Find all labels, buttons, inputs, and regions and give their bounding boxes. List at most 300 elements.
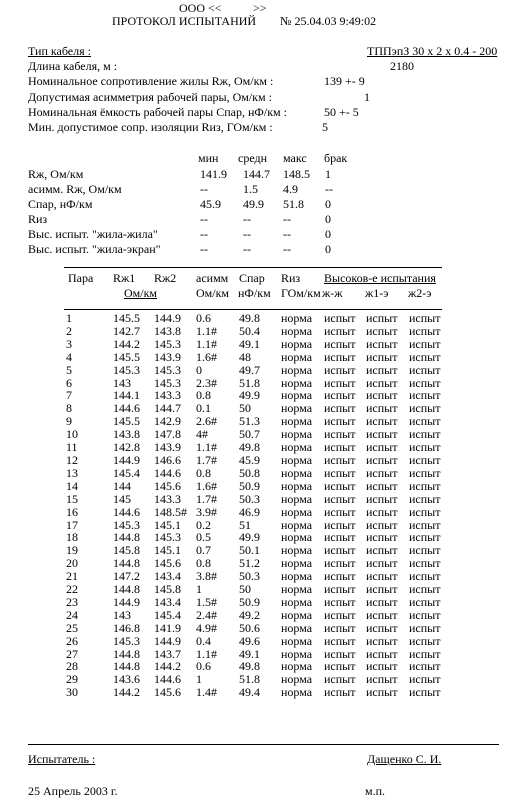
summary-cell: -- [200,212,208,226]
asymmetry-value: 0.5 [196,530,211,545]
cable-type-label: Тип кабеля : [28,44,91,58]
hv-wire2-screen: испыт [409,582,441,597]
insulation-value: норма [281,427,313,442]
asymmetry-value: 0 [196,362,202,377]
hv-wire2-screen: испыт [409,452,441,467]
col-header-r1: Rж1 [113,271,136,285]
hv-wire2-screen: испыт [409,504,441,519]
capacitance-value: 50.1 [239,543,260,558]
pair-number: 30 [66,685,78,700]
hv-wire2-screen: испыт [409,659,441,674]
pair-number: 2 [66,323,72,338]
r2-value: 145.3 [154,362,181,377]
hv-wire-wire: испыт [324,543,356,558]
r2-value: 144.6 [154,465,181,480]
summary-cell: 0 [325,212,331,226]
r1-value: 145 [113,491,131,506]
pair-number: 7 [66,388,72,403]
asymmetry-value: 1.6# [196,349,217,364]
tester-name: Дащенко С. И. [367,752,442,766]
hv-wire1-screen: испыт [366,323,398,338]
hv-wire2-screen: испыт [409,311,441,325]
r2-value: 145.3 [154,336,181,351]
capacitance-value: 50.8 [239,465,260,480]
hv-wire2-screen: испыт [409,517,441,532]
r1-value: 145.5 [113,414,140,429]
r2-value: 145.6 [154,556,181,571]
hv-wire-wire: испыт [324,491,356,506]
insulation-value: норма [281,336,313,351]
hv-wire1-screen: испыт [366,556,398,571]
organization-suffix: >> [253,1,267,15]
pair-number: 19 [66,543,78,558]
hv-wire1-screen: испыт [366,504,398,519]
capacitance-value: 48 [239,349,251,364]
hv-wire-wire: испыт [324,440,356,455]
asymmetry-value: 0.7 [196,543,211,558]
insulation-value: норма [281,685,313,700]
r2-value: 147.8 [154,427,181,442]
hv-wire-wire: испыт [324,607,356,622]
table-row [66,506,449,519]
hv-wire1-screen: испыт [366,465,398,480]
capacitance-value: 50.7 [239,427,260,442]
table-row [66,622,449,635]
asymmetry-value: 0.2 [196,517,211,532]
capacitance-value: 50.3 [239,569,260,584]
capacitance-value: 51.3 [239,414,260,429]
pair-number: 17 [66,517,78,532]
r1-value: 144.6 [113,504,140,519]
cable-type-value: ТППэпЗ 30 x 2 x 0.4 - 200 [367,44,498,58]
pair-number: 20 [66,556,78,571]
hv-wire1-screen: испыт [366,530,398,545]
hv-wire1-screen: испыт [366,594,398,609]
summary-row-label: Rиз [28,212,48,226]
hv-wire1-screen: испыт [366,311,398,325]
pairs-table [66,312,449,699]
hv-wire2-screen: испыт [409,465,441,480]
asymmetry-value: 3.9# [196,504,217,519]
col-header-hv-test: Высоков-е испытания [324,271,436,285]
summary-row-label: Спар, нФ/км [28,197,93,211]
insulation-value: норма [281,362,313,377]
hv-wire-wire: испыт [324,685,356,700]
nominal-capacitance-label: Номинальная ёмкость рабочей пары Спар, нФ/км : [28,105,287,119]
pair-number: 6 [66,375,72,390]
asymmetry-value: 3.8# [196,569,217,584]
insulation-value: норма [281,375,313,390]
hv-wire1-screen: испыт [366,646,398,661]
hv-wire2-screen: испыт [409,620,441,635]
r1-value: 145.8 [113,543,140,558]
cable-length-label: Длина кабеля, м : [28,59,118,73]
r1-value: 142.7 [113,323,140,338]
nominal-resistance-value: 139 +- 9 [324,74,365,88]
hv-wire-wire: испыт [324,659,356,674]
insulation-value: норма [281,491,313,506]
r1-value: 143 [113,607,131,622]
asymmetry-label: Допустимая асимметрия рабочей пары, Ом/км : [28,90,272,104]
nominal-capacitance-value: 50 +- 5 [324,105,359,119]
pair-number: 1 [66,311,72,325]
r2-value: 143.8 [154,323,181,338]
table-row [66,325,449,338]
summary-cell: -- [200,242,208,256]
insulation-value: норма [281,607,313,622]
pair-number: 8 [66,401,72,416]
col-subheader-r: Ом/км [124,286,158,300]
insulation-value: норма [281,582,313,597]
cable-length-value: 2180 [390,59,414,73]
insulation-value: норма [281,556,313,571]
r1-value: 144.8 [113,530,140,545]
table-row [66,454,449,467]
r1-value: 143.6 [113,672,140,687]
table-row [66,609,449,622]
r1-value: 143 [113,375,131,390]
pair-number: 4 [66,349,72,364]
r2-value: 143.3 [154,491,181,506]
nominal-resistance-label: Номинальное сопротивление жилы Rж, Ом/км : [28,74,274,88]
asymmetry-value: 0.4 [196,633,211,648]
table-header-rule [64,309,442,310]
insulation-value: норма [281,323,313,338]
r1-value: 145.3 [113,633,140,648]
asymmetry-value: 1 [196,582,202,597]
hv-wire-wire: испыт [324,388,356,403]
capacitance-value: 49.4 [239,685,260,700]
table-row [66,596,449,609]
col-subheader-z1e: ж1-э [365,286,389,300]
hv-wire2-screen: испыт [409,569,441,584]
asymmetry-value: 1.7# [196,452,217,467]
pair-number: 5 [66,362,72,377]
asymmetry-value: 0.8 [196,465,211,480]
insulation-value: норма [281,478,313,493]
hv-wire2-screen: испыт [409,427,441,442]
capacitance-value: 51.2 [239,556,260,571]
hv-wire2-screen: испыт [409,414,441,429]
hv-wire2-screen: испыт [409,491,441,506]
summary-header-min: мин [198,151,219,165]
col-subheader-zz: ж-ж [322,286,343,300]
r2-value: 145.3 [154,530,181,545]
summary-cell: -- [200,227,208,241]
hv-wire-wire: испыт [324,427,356,442]
hv-wire-wire: испыт [324,594,356,609]
hv-wire2-screen: испыт [409,440,441,455]
insulation-value: норма [281,594,313,609]
insulation-value: норма [281,440,313,455]
capacitance-value: 51.8 [239,375,260,390]
pair-number: 18 [66,530,78,545]
asymmetry-value: 1.1# [196,646,217,661]
hv-wire2-screen: испыт [409,362,441,377]
hv-wire1-screen: испыт [366,414,398,429]
insulation-value: норма [281,646,313,661]
insulation-value: норма [281,517,313,532]
summary-cell: -- [243,227,251,241]
table-top-rule [64,267,442,268]
min-insulation-label: Мин. допустимое сопр. изоляции Rиз, ГОм/км : [28,120,273,134]
summary-cell: 148.5 [283,167,310,181]
summary-header-reject: брак [324,151,348,165]
table-row [66,467,449,480]
hv-wire2-screen: испыт [409,375,441,390]
hv-wire1-screen: испыт [366,543,398,558]
hv-wire1-screen: испыт [366,427,398,442]
asymmetry-value: 4# [196,427,208,442]
asymmetry-value: 1 [196,672,202,687]
asymmetry-value: 0.6 [196,311,211,325]
r2-value: 144.9 [154,311,181,325]
insulation-value: норма [281,633,313,648]
r1-value: 144.9 [113,452,140,467]
asymmetry-value: 0.1 [196,401,211,416]
summary-cell: 0 [325,227,331,241]
r2-value: 143.4 [154,594,181,609]
insulation-value: норма [281,530,313,545]
r1-value: 145.5 [113,311,140,325]
r1-value: 145.5 [113,349,140,364]
summary-cell: -- [243,212,251,226]
pair-number: 3 [66,336,72,351]
hv-wire-wire: испыт [324,375,356,390]
r2-value: 145.4 [154,607,181,622]
col-header-asym: асимм [196,271,229,285]
summary-header-max: макс [283,151,307,165]
asymmetry-value: 1.5# [196,594,217,609]
r1-value: 144.9 [113,594,140,609]
r2-value: 146.6 [154,452,181,467]
r1-value: 145.3 [113,517,140,532]
hv-wire1-screen: испыт [366,388,398,403]
capacitance-value: 50.6 [239,620,260,635]
hv-wire1-screen: испыт [366,349,398,364]
pair-number: 11 [66,440,78,455]
capacitance-value: 49.1 [239,646,260,661]
capacitance-value: 49.9 [239,530,260,545]
capacitance-value: 49.8 [239,311,260,325]
capacitance-value: 49.9 [239,388,260,403]
pair-number: 21 [66,569,78,584]
hv-wire-wire: испыт [324,569,356,584]
table-row [66,635,449,648]
insulation-value: норма [281,349,313,364]
organization-prefix: ООО << [179,1,222,15]
capacitance-value: 50.3 [239,491,260,506]
hv-wire-wire: испыт [324,362,356,377]
hv-wire1-screen: испыт [366,452,398,467]
asymmetry-value: 0.6 [196,659,211,674]
summary-cell: 49.9 [243,197,264,211]
capacitance-value: 50.9 [239,478,260,493]
summary-cell: 0 [325,197,331,211]
hv-wire-wire: испыт [324,478,356,493]
hv-wire2-screen: испыт [409,646,441,661]
asymmetry-value: 2.6# [196,414,217,429]
r2-value: 143.3 [154,388,181,403]
protocol-number: № 25.04.03 9:49:02 [280,14,377,28]
hv-wire1-screen: испыт [366,401,398,416]
pair-number: 16 [66,504,78,519]
capacitance-value: 51 [239,517,251,532]
summary-cell: -- [200,182,208,196]
summary-cell: -- [283,227,291,241]
r1-value: 144.8 [113,582,140,597]
document-title: ПРОТОКОЛ ИСПЫТАНИЙ [112,14,257,28]
insulation-value: норма [281,452,313,467]
hv-wire-wire: испыт [324,672,356,687]
min-insulation-value: 5 [322,120,328,134]
r1-value: 146.8 [113,620,140,635]
insulation-value: норма [281,388,313,403]
pair-number: 24 [66,607,78,622]
summary-cell: 1.5 [243,182,258,196]
r1-value: 144.6 [113,401,140,416]
r2-value: 143.7 [154,646,181,661]
summary-cell: 4.9 [283,182,298,196]
summary-cell: 1 [325,167,331,181]
pair-number: 29 [66,672,78,687]
hv-wire2-screen: испыт [409,633,441,648]
hv-wire1-screen: испыт [366,672,398,687]
hv-wire2-screen: испыт [409,607,441,622]
summary-row-label: Rж, Ом/км [28,167,84,181]
pair-number: 13 [66,465,78,480]
pair-number: 26 [66,633,78,648]
pair-number: 12 [66,452,78,467]
r2-value: 148.5# [154,504,187,519]
r2-value: 144.6 [154,672,181,687]
hv-wire2-screen: испыт [409,401,441,416]
hv-wire1-screen: испыт [366,375,398,390]
pair-number: 9 [66,414,72,429]
r2-value: 145.6 [154,685,181,700]
asymmetry-value: 0.8 [196,556,211,571]
protocol-date: 25 Апрель 2003 г. [28,784,118,798]
asymmetry-value: 1.6# [196,478,217,493]
pair-number: 15 [66,491,78,506]
table-row [66,583,449,596]
r2-value: 142.9 [154,414,181,429]
hv-wire1-screen: испыт [366,607,398,622]
asymmetry-value: 2.4# [196,607,217,622]
hv-wire-wire: испыт [324,311,356,325]
hv-wire1-screen: испыт [366,362,398,377]
summary-row-label: Выс. испыт. "жила-экран" [28,242,161,256]
hv-wire2-screen: испыт [409,323,441,338]
hv-wire-wire: испыт [324,465,356,480]
hv-wire-wire: испыт [324,530,356,545]
hv-wire-wire: испыт [324,633,356,648]
r2-value: 145.8 [154,582,181,597]
asymmetry-value: 1.7# [196,491,217,506]
asymmetry-value: 4.9# [196,620,217,635]
r2-value: 141.9 [154,620,181,635]
r2-value: 145.6 [154,478,181,493]
insulation-value: норма [281,672,313,687]
asymmetry-value: 1.1# [196,336,217,351]
hv-wire1-screen: испыт [366,582,398,597]
table-row [66,338,449,351]
capacitance-value: 50.4 [239,323,260,338]
insulation-value: норма [281,465,313,480]
pair-number: 27 [66,646,78,661]
pair-number: 14 [66,478,78,493]
hv-wire2-screen: испыт [409,543,441,558]
capacitance-value: 49.2 [239,607,260,622]
hv-wire1-screen: испыт [366,440,398,455]
insulation-value: норма [281,504,313,519]
r1-value: 145.3 [113,362,140,377]
r2-value: 143.9 [154,349,181,364]
col-subheader-asym: Ом/км [196,286,230,300]
insulation-value: норма [281,659,313,674]
capacitance-value: 50 [239,401,251,416]
hv-wire-wire: испыт [324,646,356,661]
asymmetry-value: 0.8 [196,388,211,403]
hv-wire1-screen: испыт [366,685,398,700]
pair-number: 25 [66,620,78,635]
hv-wire-wire: испыт [324,517,356,532]
summary-cell: 45.9 [200,197,221,211]
insulation-value: норма [281,620,313,635]
table-row [66,351,449,364]
col-header-pair: Пара [68,271,94,285]
capacitance-value: 49.6 [239,633,260,648]
hv-wire-wire: испыт [324,414,356,429]
hv-wire2-screen: испыт [409,556,441,571]
capacitance-value: 49.1 [239,336,260,351]
summary-cell: 144.7 [243,167,270,181]
asymmetry-value: 1 [364,90,370,104]
r1-value: 143.8 [113,427,140,442]
hv-wire-wire: испыт [324,556,356,571]
r2-value: 143.9 [154,440,181,455]
hv-wire1-screen: испыт [366,633,398,648]
table-row [66,364,449,377]
capacitance-value: 45.9 [239,452,260,467]
col-subheader-cap: нФ/км [238,286,271,300]
r1-value: 144 [113,478,131,493]
capacitance-value: 51.8 [239,672,260,687]
pairs-table-body [66,312,449,699]
hv-wire-wire: испыт [324,582,356,597]
hv-wire-wire: испыт [324,349,356,364]
pair-number: 10 [66,427,78,442]
tester-label: Испытатель : [28,752,96,766]
asymmetry-value: 1.1# [196,440,217,455]
summary-cell: 141.9 [200,167,227,181]
hv-wire1-screen: испыт [366,517,398,532]
hv-wire-wire: испыт [324,452,356,467]
hv-wire2-screen: испыт [409,388,441,403]
hv-wire-wire: испыт [324,401,356,416]
hv-wire1-screen: испыт [366,569,398,584]
hv-wire2-screen: испыт [409,594,441,609]
capacitance-value: 46.9 [239,504,260,519]
asymmetry-value: 1.4# [196,685,217,700]
r1-value: 144.8 [113,646,140,661]
table-row [66,686,449,699]
r1-value: 145.4 [113,465,140,480]
table-row [66,493,449,506]
insulation-value: норма [281,414,313,429]
hv-wire1-screen: испыт [366,659,398,674]
hv-wire1-screen: испыт [366,478,398,493]
